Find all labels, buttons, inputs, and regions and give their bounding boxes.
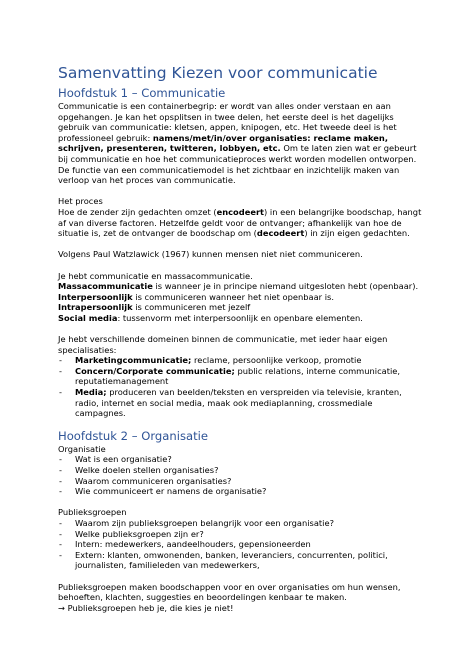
dash-bullet: - [59, 517, 62, 528]
list-item-text: Welke doelen stellen organisaties? [75, 465, 219, 475]
list-item [58, 355, 424, 366]
type-line [58, 281, 424, 292]
closing-paragraph: Publieksgroepen maken boodschappen voor en over organisaties om hun wensen, behoeften, klachten, suggesties en beoordelingen kenbaar te maken. [58, 581, 401, 603]
dash-bullet: - [59, 528, 62, 539]
proces-text-3: ) in zijn eigen gedachten. [304, 228, 410, 239]
list-item-text: Waarom communiceren organisaties? [75, 475, 232, 486]
chapter-2-heading: Hoofdstuk 2 – Organisatie [58, 428, 208, 443]
list-item-text: Wie communiceert er namens de organisatie? [75, 486, 267, 497]
list-item-text: Welke publieksgroepen zijn er? [75, 528, 204, 539]
list-item [58, 486, 424, 497]
domeinen-list [58, 355, 424, 419]
type-term: Interpersoonlijk [58, 291, 133, 302]
proces-heading: Het proces [58, 196, 103, 207]
arrow-icon: → [58, 602, 65, 613]
chapter-1-heading: Hoofdstuk 1 – Communicatie [58, 86, 226, 100]
type-text: is communiceren wanneer het niet openbaar is. [132, 291, 334, 302]
domein-text: reclame, persoonlijke verkoop, promotie [191, 355, 362, 366]
closing-conclusion [58, 603, 424, 614]
dash-bullet: - [59, 486, 62, 497]
domein-text: public relations, interne communicatie, reputatiemanagement [75, 365, 401, 387]
list-item [58, 387, 424, 419]
type-text: is communiceren met jezelf [132, 302, 251, 313]
encodeert-term: encodeert [216, 206, 265, 217]
publieksgroepen-heading: Publieksgroepen [58, 507, 127, 518]
type-line [58, 302, 424, 313]
list-item [58, 539, 424, 550]
domein-term: Marketingcommunicatie; [75, 355, 192, 366]
dash-bullet: - [59, 465, 62, 475]
proces-text-2: ) in een belangrijke boodschap, hangt af van diverse factoren. Hetzelfde geldt voor de ontvanger; afhankelijk van hoe de situatie is, zet de ontvanger de boodschap om ( [58, 206, 422, 239]
type-term: Intrapersoonlijk [58, 302, 133, 313]
organisatie-heading: Organisatie [58, 443, 106, 454]
list-item-text: Extern: klanten, omwonenden, banken, leveranciers, concurrenten, politici, journalisten, familieleden van medewerkers, [75, 549, 388, 571]
intro-text-end: Om te laten zien wat er gebeurt bij communicatie en hoe het communicatieproces werkt worden modellen ontworpen. De functie van een communicatiemodel is het zichtbaar en inzichtelijk maken van verloop van het proces van communicatie. [58, 143, 417, 186]
domein-text: produceren van beelden/teksten en verspreiden via televisie, kranten, radio, internet en social media, maak ook mediaplanning, crossmediale campagnes. [75, 387, 402, 419]
intro-text: Communicatie is een containerbegrip: er wordt van alles onder verstaan en aan opgehangen. Je kan het opsplitsen in twee delen, het eerste deel is het dagelijks gebruik van communicatie: kletsen, appen, knipogen, etc. Het tweede deel is het professioneel gebruik: [58, 101, 397, 143]
intro-paragraph [58, 101, 424, 186]
dash-bullet: - [59, 475, 62, 486]
domeinen-intro: Je hebt verschillende domeinen binnen de communicatie, met ieder haar eigen specialisaties: [58, 334, 388, 355]
dash-bullet: - [59, 355, 62, 366]
type-text: : tussenvorm met interpersoonlijk en openbare elementen. [117, 312, 363, 323]
intro-bold-text: namens/met/in/over organisaties: reclame maken, schrijven, presenteren, twitteren, lobbyen, etc. [58, 132, 388, 154]
list-item [58, 550, 424, 571]
document-title: Samenvatting Kiezen voor communicatie [58, 64, 378, 82]
publieksgroepen-list [58, 518, 424, 571]
list-item-text: Waarom zijn publieksgroepen belangrijk voor een organisatie? [75, 517, 334, 528]
conclusion-text: Publieksgroepen heb je, die kies je niet! [64, 602, 234, 613]
list-item [58, 454, 424, 465]
organisatie-list [58, 454, 424, 496]
list-item-text: Intern: medewerkers, aandeelhouders, gepensioneerden [75, 539, 311, 550]
proces-text-1: Hoe de zender zijn gedachten omzet ( [58, 206, 217, 217]
decodeert-term: decodeert [256, 228, 305, 239]
dash-bullet: - [59, 365, 62, 376]
list-item [58, 518, 424, 529]
list-item-text: Wat is een organisatie? [75, 454, 172, 465]
types-intro: Je hebt communicatie en massacommunicatie. [58, 270, 253, 281]
domein-term: Media; [75, 387, 107, 398]
dash-bullet: - [59, 387, 62, 398]
list-item [58, 366, 424, 387]
dash-bullet: - [59, 549, 62, 560]
type-term: Massacommunicatie [58, 281, 153, 292]
type-line [58, 292, 424, 303]
dash-bullet: - [59, 539, 62, 550]
list-item [58, 529, 424, 540]
domein-term: Concern/Corporate communicatie; [75, 365, 235, 376]
dash-bullet: - [59, 454, 62, 465]
list-item [58, 476, 424, 487]
proces-paragraph [58, 207, 424, 239]
watzlawick-paragraph: Volgens Paul Watzlawick (1967) kunnen mensen niet niet communiceren. [58, 249, 363, 260]
type-line [58, 313, 424, 324]
type-text: is wanneer je in principe niemand uitgesloten hebt (openbaar). [152, 281, 419, 292]
type-term: Social media [58, 312, 118, 323]
list-item [58, 465, 424, 476]
